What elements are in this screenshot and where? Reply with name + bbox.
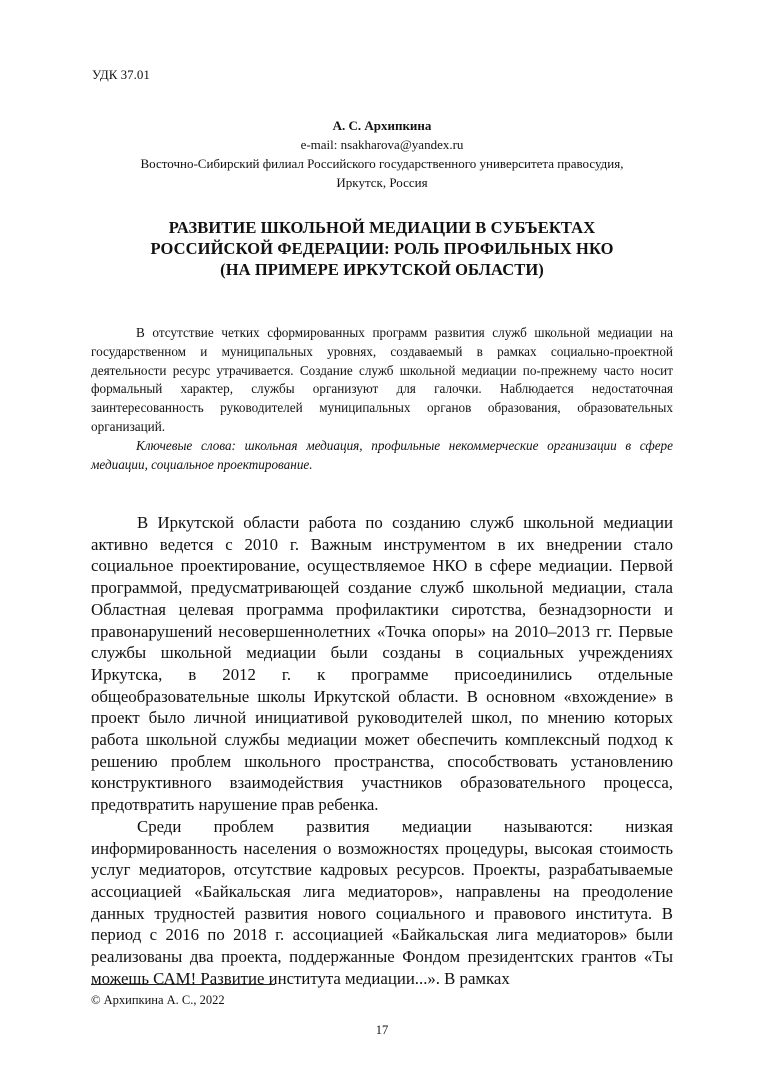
footnote-divider bbox=[91, 984, 275, 985]
title-line: (НА ПРИМЕРЕ ИРКУТСКОЙ ОБЛАСТИ) bbox=[220, 260, 544, 279]
author-name: А. С. Архипкина bbox=[332, 118, 432, 133]
udk-code: УДК 37.01 bbox=[92, 67, 150, 82]
author-block bbox=[80, 116, 684, 192]
abstract-text: В отсутствие четких сформированных программ развития служб школьной медиации на государственном и муниципальных уровнях, создаваемый в рамках социально-проектной деятельности ресурс утрачивается. Создание служб школьной медиации по-прежнему часто носит формальный характер, службы организуют для галочки. Наблюдается недостаточная заинтересованность руководителей муниципальных органов образования, образовательных организаций. bbox=[91, 325, 673, 434]
article-title bbox=[100, 217, 664, 280]
author-location: Иркутск, Россия bbox=[336, 175, 428, 190]
abstract bbox=[91, 324, 673, 474]
body-paragraph: Среди проблем развития медиации называются: низкая информированность населения о возможностях процедуры, высокая стоимость услуг медиаторов, отсутствие кадровых ресурсов. Проекты, разрабатываемые ассоциацией «Байкальская лига медиаторов», направлены на преодоление данных трудностей развития нового социального и правового института. В период с 2016 по 2018 г. ассоциацией «Байкальская лига медиаторов» были реализованы два проекта, поддержанные Фондом президентских грантов «Ты можешь САМ! Развитие института медиации...». В рамках bbox=[91, 816, 673, 988]
page-number: 17 bbox=[375, 1023, 389, 1037]
author-email: e-mail: nsakharova@yandex.ru bbox=[300, 137, 464, 152]
title-line: РОССИЙСКОЙ ФЕДЕРАЦИИ: РОЛЬ ПРОФИЛЬНЫХ НКО bbox=[150, 239, 614, 258]
copyright-footnote: © Архипкина А. С., 2022 bbox=[91, 993, 225, 1007]
title-line: РАЗВИТИЕ ШКОЛЬНОЙ МЕДИАЦИИ В СУБЪЕКТАХ bbox=[168, 218, 596, 237]
article-body bbox=[91, 512, 673, 989]
author-affiliation: Восточно-Сибирский филиал Российского государственного университета правосудия, bbox=[140, 156, 624, 171]
keywords: Ключевые слова: школьная медиация, профильные некоммерческие организации в сфере медиации, социальное проектирование. bbox=[91, 437, 673, 472]
body-paragraph: В Иркутской области работа по созданию служб школьной медиации активно ведется с 2010 г. Важным инструментом в их внедрении стало социальное проектирование, осуществляемое НКО в сфере медиации. Первой программой, предусматривающей создание служб школьной медиации, стала Областная целевая программа профилактики сиротства, безнадзорности и правонарушений несовершеннолетних «Точка опоры» на 2010–2013 гг. Первые службы школьной медиации были созданы в социальных учреждениях Иркутска, в 2012 г. к программе присоединились отдельные общеобразовательные школы Иркутской области. В основном «вхождение» в проект было личной инициативой руководителей школ, по мнению которых работа школьной службы медиации может обеспечить комплексный подход к решению проблем школьного пространства, способствовать установлению конструктивного взаимодействия участников образовательного процесса, предотвратить нарушение прав ребенка. bbox=[91, 513, 673, 815]
